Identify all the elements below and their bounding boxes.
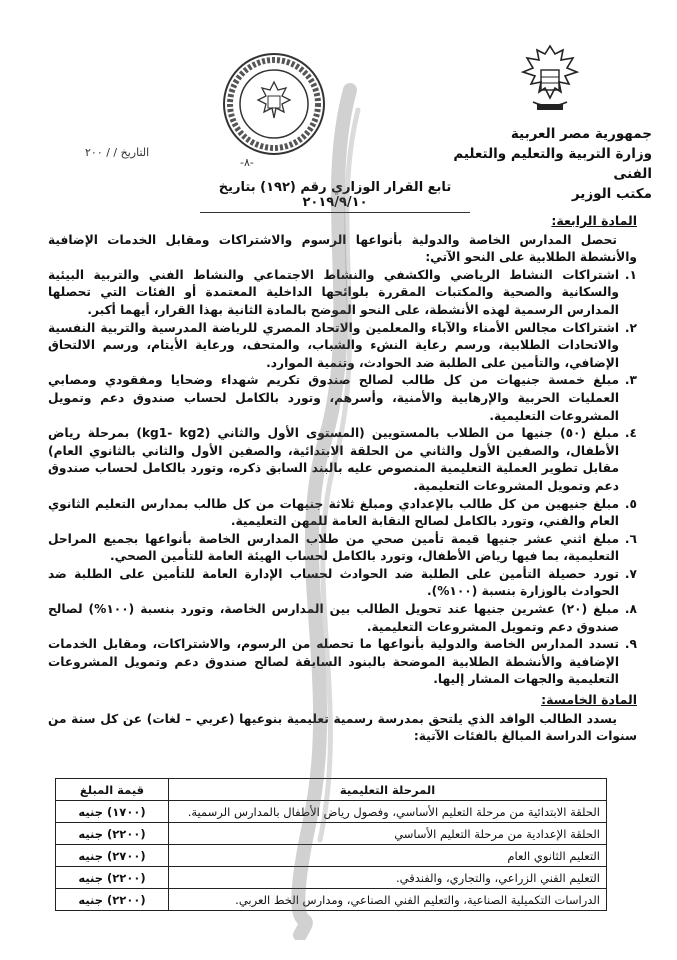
item-text: مبلغ (٢٠) عشرين جنيها عند تحويل الطالب بين المدارس الخاصة، وتورد بنسبة (١٠٠%) لصالح صندوق دعم وتمويل المشروعات التعليمية. (48, 602, 619, 634)
article-4-items (48, 267, 637, 689)
amount-cell: (٢٢٠٠) جنيه (56, 889, 169, 911)
table-row (56, 889, 607, 911)
table-row (56, 867, 607, 889)
list-item (48, 566, 637, 601)
table-row (56, 845, 607, 867)
item-number: ٩. (624, 637, 637, 652)
list-item (48, 531, 637, 566)
amount-cell: (٢٧٠٠) جنيه (56, 845, 169, 867)
article-4-heading: المادة الرابعة: (551, 213, 637, 228)
article-4-intro: تحصل المدارس الخاصة والدولية بأنواعها الرسوم والاشتراكات ومقابل الخدمات الإضافية والأنشطة الطلابية على النحو الآتي: (48, 232, 637, 265)
item-number: ٢. (624, 320, 637, 335)
page-reference: -٨- (240, 156, 254, 169)
item-number: ٧. (624, 566, 637, 581)
list-item (48, 636, 637, 689)
decree-body (48, 212, 637, 746)
item-number: ٥. (624, 496, 637, 511)
amount-cell: (٢٢٠٠) جنيه (56, 867, 169, 889)
stage-column-header: المرحلة التعليمية (169, 779, 607, 801)
table-row (56, 823, 607, 845)
fees-table (55, 778, 607, 911)
item-text: اشتراكات النشاط الرياضي والكشفي والنشاط الاجتماعي والنشاط الفني والتربية البيئية والسكانية والصحية والمكتبات المقررة بلوائحها الداخلية المعتمدة أو الفئات التي تحصلها المدارس الرسمية لهذه الأنشطة، على النحو الموضح بالمادة الثانية بهذا القرار، أيهما أكبر. (48, 267, 619, 317)
stage-cell: الدراسات التكميلية الصناعية، والتعليم الفني الصناعي، ومدارس الخط العربي. (169, 889, 607, 911)
stage-cell: التعليم الثانوي العام (169, 845, 607, 867)
item-number: ٣. (624, 373, 637, 388)
list-item (48, 601, 637, 636)
office-name: مكتب الوزير (571, 186, 652, 202)
item-text: مبلغ خمسة جنيهات من كل طالب لصالح صندوق تكريم شهداء وضحايا ومفقودي ومصابي العمليات الحربية والإرهابية والأمنية، وأسرهم، وتورد بالكامل لحساب صندوق دعم وتمويل المشروعات التعليمية. (48, 373, 619, 423)
date-field: التاريخ / / ٢٠٠ (85, 146, 150, 159)
ministry-round-seal-icon (220, 50, 328, 158)
item-number: ٦. (624, 531, 637, 546)
amount-cell: (١٧٠٠) جنيه (56, 801, 169, 823)
item-text: تسدد المدارس الخاصة والدولية بأنواعها ما تحصله من الرسوم، والاشتراكات، ومقابل الخدمات الإضافية والأنشطة الطلابية الموضحة بالبنود السابقة لصالح صندوق دعم وتمويل المشروعات التعليمية والجهات المشار إليها. (48, 637, 619, 687)
article-5-intro: يسدد الطالب الوافد الذي يلتحق بمدرسة رسمية تعليمية بنوعيها (عربي – لغات) عن كل سنة من سنوات الدراسة المبالغ بالفئات الآتية: (48, 711, 637, 744)
country-name: جمهورية مصر العربية (510, 126, 652, 142)
stage-cell: الحلقة الابتدائية من مرحلة التعليم الأساسي، وفصول رياض الأطفال بالمدارس الرسمية. (169, 801, 607, 823)
stage-cell: الحلقة الإعدادية من مرحلة التعليم الأساسي (169, 823, 607, 845)
item-number: ٨. (624, 602, 637, 617)
item-text: تورد حصيلة التأمين على الطلبة ضد الحوادث لحساب الإدارة العامة للتأمين على الطلبة ضد الحوادث بالوزارة بنسبة (١٠٠%). (48, 566, 619, 599)
item-text: مبلغ اثني عشر جنيها قيمة تأمين صحي من طلاب المدارس الخاصة بأنواعها بجميع المراحل التعليمية، بما فيها رياض الأطفال، وتورد بالكامل لحساب الهيئة العامة للتأمين الصحي. (48, 531, 619, 564)
decision-title: تابع القرار الوزاري رقم (١٩٢) بتاريخ ٢٠١٩/٩/١٠ (200, 180, 470, 213)
list-item (48, 267, 637, 320)
item-text: اشتراكات مجالس الأمناء والآباء والمعلمين والاتحاد المصري للرياضة المدرسية والتربية النفسية والاتحادات الطلابية، ورسم رعاية النشء والشباب، والمتحف، ورعاية الأيتام، ورسم الالتحاق الإضافي، والتأمين على الطلبة ضد الحوادث، وتنمية الموارد. (48, 320, 619, 370)
list-item (48, 372, 637, 425)
article-5-heading: المادة الخامسة: (541, 692, 637, 708)
amount-cell: (٢٢٠٠) جنيه (56, 823, 169, 845)
table-row (56, 801, 607, 823)
egypt-eagle-emblem-icon (515, 40, 585, 118)
table-header-row (56, 779, 607, 801)
item-number: ٤. (624, 426, 637, 441)
item-number: ١. (624, 267, 637, 282)
ministry-name: وزارة التربية والتعليم والتعليم الفنى (453, 146, 652, 182)
list-item (48, 320, 637, 373)
item-text: مبلغ جنيهين من كل طالب بالإعدادي ومبلغ ثلاثة جنيهات من كل طالب بمدارس التعليم الثانوي العام والفني، وتورد بالكامل لصالح النقابة العامة للمهن التعليمية. (48, 496, 619, 529)
list-item (48, 496, 637, 531)
amount-column-header: قيمة المبلغ (56, 779, 169, 801)
item-text: مبلغ (٥٠) جنيها من الطلاب بالمستويين (المستوى الأول والثاني (kg1- kg2) بمرحلة رياض الأطفال، والصفين الأول والثاني من الحلقة الابتدائية، والصفين الأول والثاني بالثانوي العام) مقابل تطوير العملية التعليمية المنصوص عليه بالبند السابق ذكره، وتورد بالكامل لحساب صندوق دعم وتمويل المشروعات التعليمية. (48, 426, 620, 493)
stage-cell: التعليم الفني الزراعي، والتجاري، والفندقي. (169, 867, 607, 889)
list-item (48, 425, 637, 495)
